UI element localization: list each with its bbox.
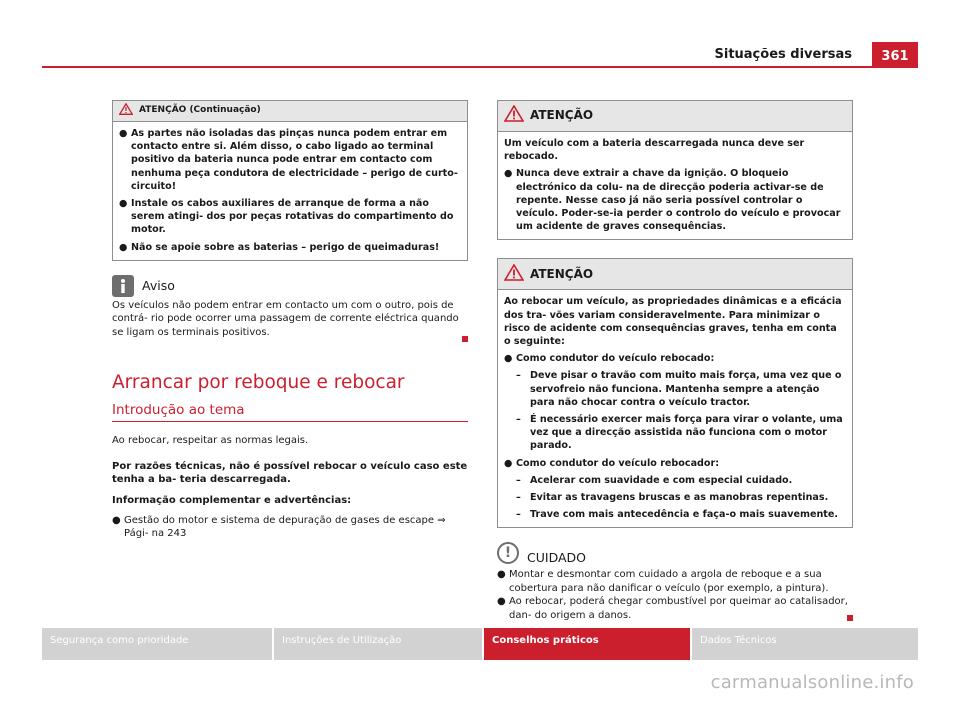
dash-item: – Deve pisar o travão com muito mais força, uma vez que o servofreio não funciona. Mantenha sempre a atenção para não chocar contra o veículo tractor. [516, 370, 842, 408]
list-item: ● Ao rebocar, poderá chegar combustível por queimar ao catalisador, dan- do origem a danos. [497, 596, 848, 621]
aviso-text: Os veículos não podem entrar em contacto um com o outro, pois de contrá- rio pode ocorrer uma passagem de corrente eléctrica quando se ligam os terminais positivos. [112, 299, 459, 338]
warning-continued-box [112, 100, 468, 261]
subsection-heading: Introdução ao tema [112, 404, 468, 422]
warning-box-2 [497, 258, 853, 528]
dash-item: – É necessário exercer mais força para virar o volante, uma vez que a direcção assistida não funciona com o motor parado. [516, 414, 843, 452]
dash-item: – Acelerar com suavidade e com especial cuidado. [516, 474, 793, 486]
warning-body-1 [498, 132, 852, 239]
battery-paragraph: Por razões técnicas, não é possível rebocar o veículo caso este tenha a ba- teria descarregada. [112, 460, 468, 486]
warning-triangle-icon [504, 264, 524, 285]
aviso-header [112, 275, 468, 297]
section-end-marker [847, 615, 853, 621]
warning-intro-2: Ao rebocar um veículo, as propriedades dinâmicas e a eficácia dos tra- vões variam consideravelmente. Para minimizar o risco de acidente com consequências graves, tenha em conta o seguinte: [504, 296, 842, 348]
section-title: Situações diversas [714, 47, 852, 62]
header-rule [42, 66, 918, 68]
warning-header-1 [498, 101, 852, 132]
dash-item: – Evitar as travagens bruscas e as manobras repentinas. [516, 492, 829, 504]
intro-paragraph: Ao rebocar, respeitar as normas legais. [112, 435, 309, 447]
warning-body-2 [498, 290, 852, 527]
section-end-marker [462, 336, 468, 342]
tab-dados-tecnicos[interactable]: Dados Técnicos [692, 628, 918, 660]
chapter-heading: Arrancar por reboque e rebocar [112, 372, 405, 394]
warning-continued-body [113, 122, 467, 260]
info-icon [112, 275, 134, 297]
aviso-title: Aviso [142, 278, 175, 294]
list-item: ● Não se apoie sobre as baterias – perigo de queimaduras! [119, 241, 440, 253]
warning-continued-title: ATENÇÃO (Continuação) [139, 105, 261, 116]
left-column [112, 100, 468, 541]
warning-box-1 [497, 100, 853, 240]
list-item: ● Instale os cabos auxiliares de arranque de forma a não serem atingi- dos por peças rotativas do compartimento do motor. [119, 198, 454, 236]
page-reference-link[interactable]: Gestão do motor e sistema de depuração de gases de escape ⇒ Pági- na 243 [124, 514, 446, 540]
warning-triangle-icon [119, 103, 133, 119]
tab-conselhos[interactable]: Conselhos práticos [484, 628, 690, 660]
warning-triangle-icon [504, 105, 524, 126]
list-item: ● Como condutor do veículo rebocado: [504, 353, 715, 365]
info-label: Informação complementar e advertências: [112, 495, 352, 507]
footer-nav [42, 628, 918, 660]
page-number: 361 [872, 42, 918, 68]
warning-continued-header [113, 101, 467, 122]
watermark: carmanualsonline.info [710, 672, 914, 693]
tab-instrucoes[interactable]: Instruções de Utilização [274, 628, 482, 660]
list-item: ● Montar e desmontar com cuidado a argola de reboque e a sua cobertura para não danificar o veículo (por exemplo, a pintura). [497, 569, 829, 594]
warning-intro-1: Um veículo com a bateria descarregada nunca deve ser rebocado. [504, 138, 805, 163]
warning-header-2 [498, 259, 852, 290]
tab-seguranca[interactable]: Segurança como prioridade [42, 628, 272, 660]
list-item: ● Como condutor do veículo rebocador: [504, 457, 720, 469]
caution-icon: ! [497, 542, 519, 564]
right-column [497, 100, 853, 626]
dash-item: – Trave com mais antecedência e faça-o mais suavemente. [516, 509, 839, 521]
warning-title-2: ATENÇÃO [530, 266, 594, 281]
list-item: ● Nunca deve extrair a chave da ignição. O bloqueio electrónico da colu- na de direcção poderia activar-se de repente. Nesse caso já não seria possível controlar o veículo. Poder-se-ia perder o controlo do veículo e provocar um acidente de graves consequências. [504, 168, 841, 233]
cuidado-header [497, 542, 853, 564]
reference-item: ● Gestão do motor e sistema de depuração de gases de escape ⇒ Pági- na 243 [112, 514, 468, 541]
cuidado-title: CUIDADO [527, 549, 586, 565]
list-item: ● As partes não isoladas das pinças nunca podem entrar em contacto entre si. Além disso, o cabo ligado ao terminal positivo da bateria nunca pode entrar em contacto com nenhuma peça condutora de electricidade – perigo de curto-circuito! [119, 128, 458, 192]
warning-title-1: ATENÇÃO [530, 108, 594, 123]
